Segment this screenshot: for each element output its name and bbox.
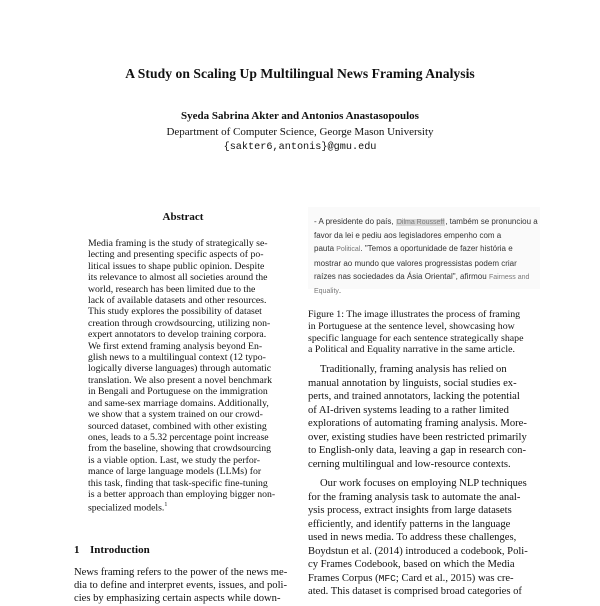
para-line: Our work focuses on employing NLP techniques [320, 478, 527, 489]
abstract-line: from the baseline, showing that crowdsourcing [88, 443, 272, 455]
para-line: manual annotation by linguists, social studies ex- [308, 377, 517, 389]
paper-email: {sakter6,antonis}@gmu.edu [223, 142, 377, 153]
intro-line: News framing refers to the power of the news me- [74, 567, 288, 578]
para-line: Boydstun et al. (2014) introduced a codebook, Poli- [308, 545, 528, 557]
abstract-body [88, 238, 278, 514]
mfc-code: MFC [378, 572, 396, 584]
para-line: explorations of automating framing analysis. More- [308, 418, 527, 429]
abstract-line: litical issues to shape public opinion. Despite [88, 260, 265, 272]
frame-label-political: Political [336, 246, 361, 254]
section-number: 1 [74, 544, 80, 556]
abstract-line: we show that a system trained on our crowd- [88, 409, 263, 421]
abstract-line: glish news to a multilingual context (12 typo- [88, 352, 266, 364]
caption-line: specific language for each sentence strategically shape [308, 332, 524, 344]
para-line: ysis process, extract insights from large datasets [308, 505, 512, 516]
para-line: perts, and trained annotators, lacking the potential [308, 391, 520, 402]
abstract-line: and same-sex marriage domains. Additionally, [88, 397, 269, 409]
figure-line: Equality. [314, 286, 342, 296]
abstract-line: expert annotators to develop training corpora. [88, 329, 267, 341]
caption-line: Figure 1: The image illustrates the process of framing [308, 309, 521, 320]
abstract-line: is a better approach than employing bigger non- [88, 488, 276, 500]
abstract-line: mance of large language models (LLMs) for [88, 466, 262, 478]
abstract-line: creation through crowdsourcing, utilizing non- [88, 317, 271, 329]
figure-line: mostrar ao mundo que valores progressistas podem criar [314, 258, 517, 268]
frame-label-equality: Equality [314, 288, 339, 296]
para-line: Traditionally, framing analysis has relied on [320, 364, 507, 375]
paper-affiliation: Department of Computer Science, George Mason University [166, 126, 434, 138]
abstract-line: world, research has been limited due to the [88, 283, 256, 295]
section-title: Introduction [90, 544, 150, 556]
para-line: over, existing studies have been restricted primarily [308, 431, 527, 443]
para-line: ated. This dataset is comprised broad categories of [308, 586, 522, 597]
para-line: used in news media. To address these challenges, [308, 532, 517, 543]
caption-line: a Political and Equality narrative in the same article. [308, 344, 516, 356]
intro-line: dia to define and interpret events, issues, and poli- [74, 580, 287, 592]
figure-1-caption [308, 309, 536, 356]
abstract-line: is a viable option. Last, we study the perfor- [88, 454, 261, 466]
para-line: for the framing analysis task to automate the anal- [308, 491, 521, 503]
abstract-line: translation. We also present a novel benchmark [88, 374, 272, 386]
abstract-line: in Bengali and Portuguese on the immigration [88, 386, 268, 398]
para-line: to English-only data, leaving a gap in research con- [308, 445, 526, 456]
abstract-line: lecting and presenting specific aspects of po- [88, 249, 264, 261]
para-line: Frames Corpus (MFC; Card et al., 2015) was cre- [308, 572, 514, 584]
para-line: of AI-driven systems leading to a rather limited [308, 404, 509, 416]
caption-line: in Portuguese at the sentence level, showcasing how [308, 320, 515, 332]
abstract-line: This study explores the possibility of dataset [88, 306, 262, 318]
figure-line: - A presidente do país, Dilma Rousseff, também se pronunciou a [314, 217, 538, 226]
abstract-line: Media framing is the study of strategically se- [88, 238, 268, 249]
para-line: efficiently, and identify patterns in the language [308, 518, 511, 530]
frame-highlight: Dilma Rousseff [396, 219, 445, 226]
paper-title: A Study on Scaling Up Multilingual News Framing Analysis [125, 66, 475, 81]
para-line: cerning multilingual and low-resource contexts. [308, 458, 511, 470]
figure-1-image [308, 207, 540, 296]
footnote-marker[interactable]: 1 [164, 502, 168, 509]
abstract-heading: Abstract [162, 211, 204, 223]
paper-authors: Syeda Sabrina Akter and Antonios Anastasopoulos [181, 110, 419, 122]
abstract-line: We first extend framing analysis beyond En- [88, 340, 263, 352]
paragraph-traditionally [308, 363, 534, 471]
figure-line: raízes nas sociedades da Ásia Oriental", afirmou Fairness and [314, 271, 530, 281]
abstract-line: sourced dataset, combined with other existing [88, 420, 267, 432]
para-line: cy Frames Codebook, based on which the Media [308, 559, 515, 570]
abstract-line: specialized models.$^1$ [88, 502, 168, 514]
abstract-line: lack of available datasets and other resources. [88, 295, 267, 307]
intro-line: cies by emphasizing certain aspects while down- [74, 593, 281, 605]
abstract-line: ones, leads to a 5.32 percentage point increase [88, 431, 269, 443]
frame-label-fairness: Fairness and [488, 273, 530, 281]
abstract-line: this task, finding that task-specific fine-tuning [88, 477, 268, 489]
abstract-line: its relevance to almost all societies around the [88, 272, 268, 284]
figure-line: favor da lei e pediu aos legisladores empenho com a [314, 231, 502, 241]
figure-line: pauta Political. "Temos a oportunidade de fazer história e [314, 244, 513, 254]
section-heading-introduction [74, 544, 150, 556]
paragraph-our-work [308, 477, 534, 599]
abstract-line: logically diverse languages) through automatic [88, 363, 272, 375]
